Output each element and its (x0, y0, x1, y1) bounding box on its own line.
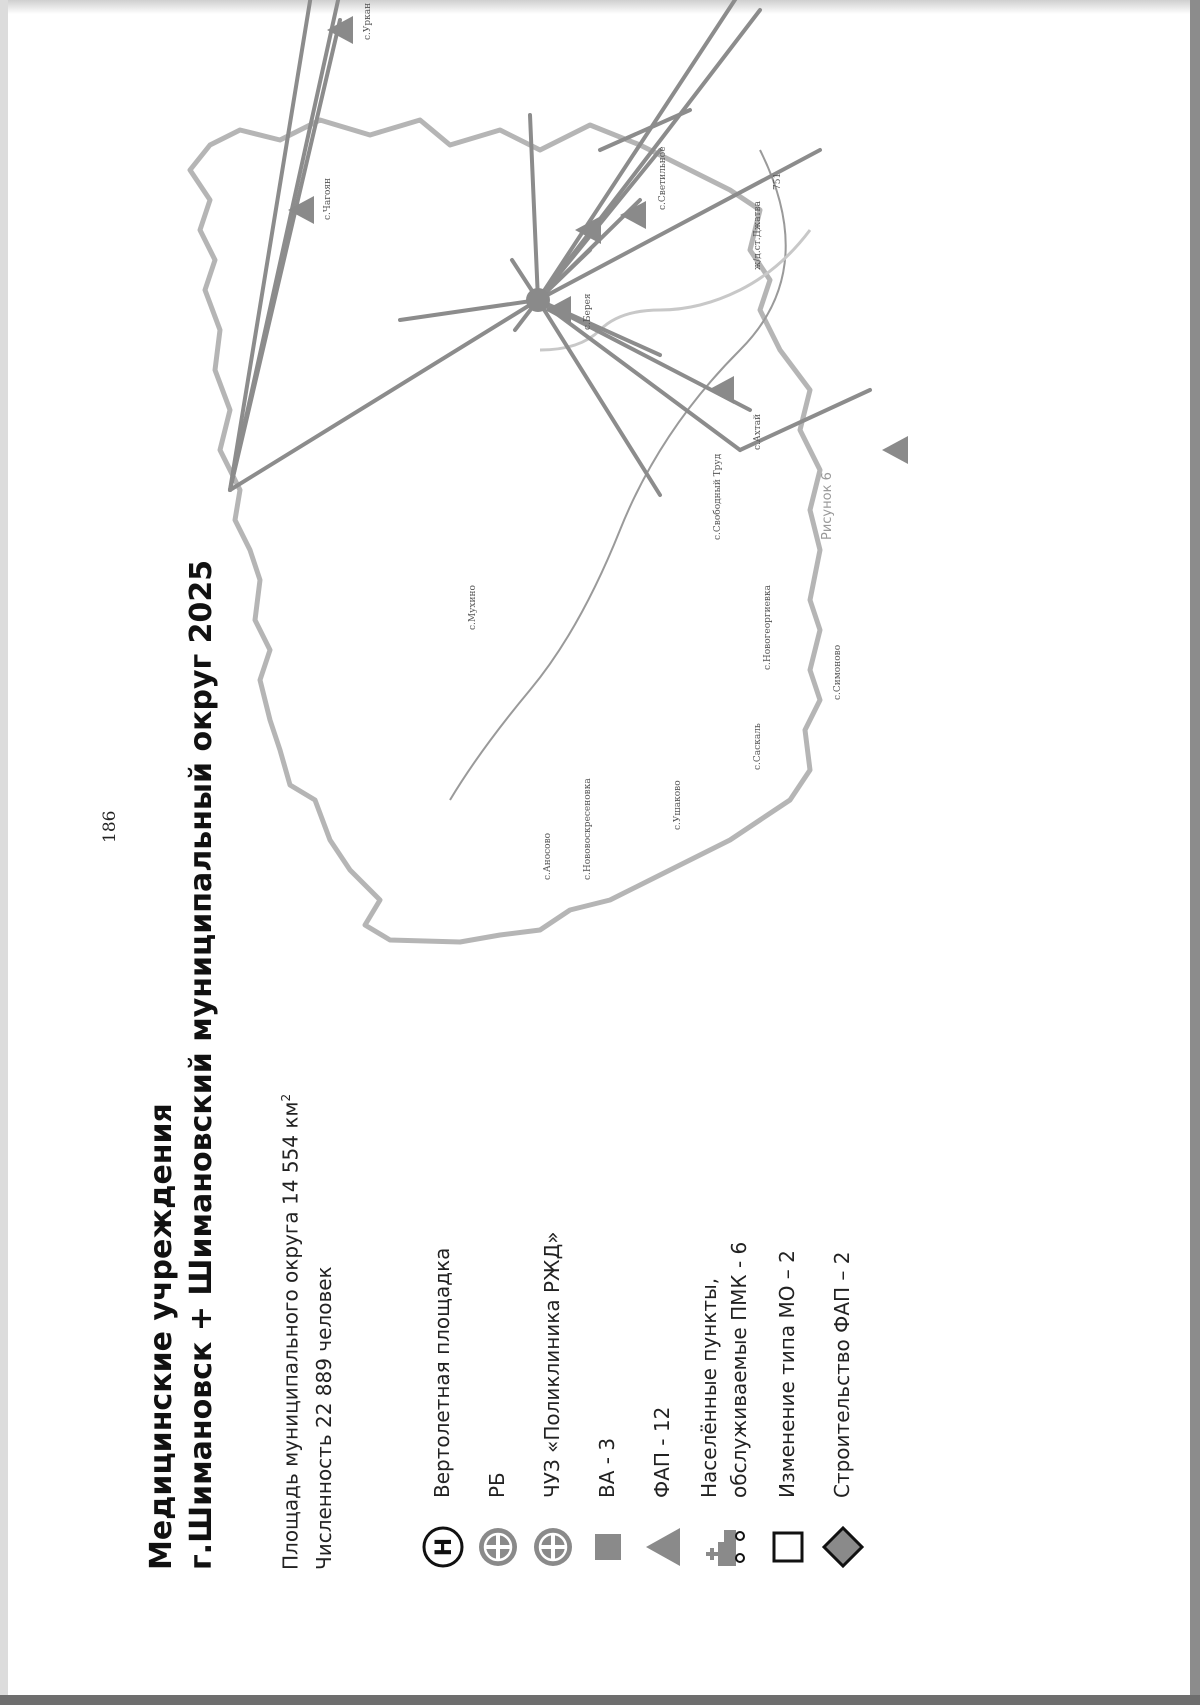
map-label-svobodny-trud: с.Свободный Труд (713, 453, 723, 540)
map-label-road-751: 751 (773, 172, 783, 190)
map-label-akhtai: с.Ахтай (753, 413, 763, 450)
page-number: 186 (100, 810, 120, 843)
fap-triangle (620, 201, 646, 229)
triangle-icon (640, 1524, 686, 1570)
fap-triangle (708, 376, 734, 404)
legend-label-line1: Населённые пункты, (697, 1277, 721, 1498)
map-label-svetiltnoe: с.Светильное (658, 146, 668, 210)
map-label-chagoyan: с.Чагоян (323, 177, 333, 220)
map-label-urkan: с.Уркан (363, 2, 373, 40)
scan-edge-bottom (0, 1695, 1200, 1705)
hospital-cross-icon (475, 1524, 521, 1570)
legend-label: Вертолетная площадка (430, 1247, 454, 1498)
legend-label: ЧУЗ «Поликлиника РЖД» (540, 1231, 564, 1498)
map-label-saskal: с.Саскаль (753, 723, 763, 770)
helipad-icon (420, 1524, 466, 1570)
rotated-slide (120, 2, 920, 1570)
scan-edge-right (1190, 0, 1200, 1705)
scan-edge-top (0, 0, 1200, 14)
map-label-mugino: с.Мухино (468, 585, 478, 630)
legend-label: РБ (485, 1472, 509, 1498)
hollow-square-icon (765, 1524, 811, 1570)
legend-label (694, 1242, 754, 1498)
legend-label: ВА - 3 (595, 1437, 619, 1498)
diamond-icon (820, 1524, 866, 1570)
fap-triangle (882, 436, 908, 464)
area-unit-sup: 2 (279, 1093, 293, 1102)
shimanovsk-hub (526, 288, 550, 312)
fap-triangle (575, 216, 601, 244)
legend-label: Строительство ФАП – 2 (830, 1251, 854, 1498)
map-label-simonovo: с.Симоново (833, 644, 843, 700)
map-label-arsovo: с.Аносово (543, 832, 553, 880)
scan-edge-left (0, 0, 8, 1705)
area-text: Площадь муниципального округа 14 554 км (278, 1101, 303, 1570)
population-stat: Численность 22 889 человек (311, 1266, 336, 1570)
svg-text:H: H (432, 1537, 457, 1557)
legend-label: Изменение типа МО – 2 (775, 1250, 799, 1498)
map-label-ushakovo: с.Ушаково (673, 780, 683, 830)
clinic-cross-icon (530, 1524, 576, 1570)
map-markers (120, 2, 920, 1050)
map-label-novovoskresenovka: с.Нововоскресеновка (583, 778, 593, 880)
legend-label-line2: обслуживаемые ПМК - 6 (727, 1241, 751, 1498)
map-label-novogeorgievka: с.Новогеоргиевка (763, 585, 773, 670)
square-icon (585, 1524, 631, 1570)
fap-triangle (288, 196, 314, 224)
legend-label: ФАП - 12 (650, 1406, 674, 1498)
title-line-1: Медицинские учреждения (144, 1103, 179, 1570)
figure-caption: Рисунок 6 (820, 472, 835, 540)
mobile-clinic-icon (702, 1524, 748, 1570)
title-line-2: г.Шимановск + Шимановский муниципальный округ 2025 (184, 559, 219, 1570)
map-label-bereya: с.Берея (583, 293, 593, 330)
map-label-dzhatva: ж/д.ст.Джатва (753, 201, 763, 270)
